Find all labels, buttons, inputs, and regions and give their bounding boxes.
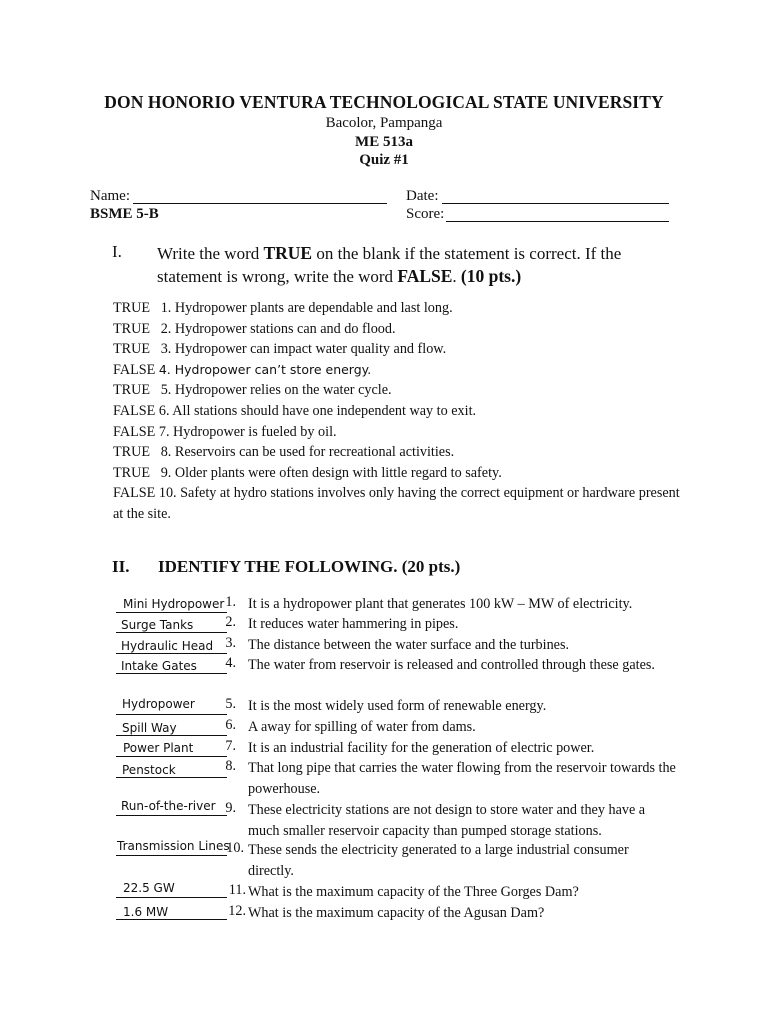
instr-text-c: . (452, 267, 461, 286)
tf-item-5 (113, 380, 683, 401)
id-question-1: It is a hydropower plant that generates 100 kW – MW of electricity. (248, 596, 633, 612)
tf-answer: TRUE (113, 464, 151, 481)
tf-answer: TRUE (113, 382, 151, 399)
id-answer-6: Spill Way (122, 721, 177, 735)
tf-answer: TRUE (113, 300, 151, 316)
id-number: 9. (225, 800, 236, 816)
tf-item-4 (113, 360, 683, 381)
id-question-3: The distance between the water surface and the turbines. (248, 637, 570, 653)
tf-item-8 (113, 442, 683, 463)
tf-item-6 (113, 401, 683, 422)
section-1-instructions (157, 242, 677, 288)
id-question-8: That long pipe that carries the water flowing from the reservoir towards the powerhouse. (248, 760, 676, 797)
answer-blank[interactable] (116, 714, 227, 715)
section-1-points: (10 pts.) (460, 266, 522, 286)
tf-statement: 6. All stations should have one independent way to exit. (158, 403, 477, 419)
answer-blank[interactable] (116, 632, 227, 633)
date-label: Date: (406, 188, 439, 204)
id-number: 2. (225, 614, 236, 630)
answer-blank[interactable] (116, 919, 227, 920)
tf-statement: 10. Safety at hydro stations involves only having the correct equipment or hardware present at the site. (113, 485, 680, 522)
id-question-6: A away for spilling of water from dams. (248, 719, 476, 735)
id-number: 12. (228, 903, 246, 919)
name-label: Name: (90, 188, 130, 204)
id-number: 3. (225, 635, 236, 651)
section-1-numeral: I. (112, 242, 122, 261)
tf-statement: 3. Hydropower can impact water quality and flow. (160, 341, 447, 358)
answer-blank[interactable] (116, 673, 227, 674)
answer-blank[interactable] (116, 777, 227, 778)
quiz-title: Quiz #1 (359, 152, 409, 168)
id-number: 8. (225, 758, 236, 774)
date-blank[interactable] (442, 203, 669, 204)
tf-item-10 (113, 483, 683, 524)
tf-answer: FALSE (113, 485, 156, 502)
tf-answer: FALSE (113, 423, 156, 440)
university-name: DON HONORIO VENTURA TECHNOLOGICAL STATE UNIVERSITY (104, 92, 664, 112)
id-question-9: These electricity stations are not design to store water and they have a much smaller reservoir capacity than pumped storage stations. (248, 802, 646, 839)
id-number: 1. (225, 594, 236, 610)
id-answer-1: Mini Hydropower (123, 597, 225, 611)
tf-statement: 9. Older plants were often design with little regard to safety. (160, 464, 502, 481)
answer-blank[interactable] (116, 612, 227, 613)
id-question-2: It reduces water hammering in pipes. (248, 616, 459, 632)
answer-blank[interactable] (116, 735, 227, 736)
id-question-10: These sends the electricity generated to a large industrial consumer directly. (248, 842, 629, 879)
id-number: 11. (228, 882, 246, 898)
tf-answer: FALSE (113, 361, 156, 378)
tf-statement: 2. Hydropower stations can and do flood. (160, 320, 396, 337)
tf-statement: 4. Hydropower can’t store energy. (158, 361, 372, 377)
tf-statement: 7. Hydropower is fueled by oil. (158, 423, 337, 440)
section-label: BSME 5-B (90, 206, 159, 222)
false-word: FALSE (397, 266, 453, 286)
id-answer-11: 22.5 GW (123, 881, 175, 895)
instr-text-b: on the blank if the statement is correct. If the statement is wrong, write the word (157, 244, 622, 286)
id-number: 5. (225, 696, 236, 712)
score-label: Score: (406, 206, 445, 222)
id-answer-8: Penstock (122, 763, 176, 777)
id-answer-12: 1.6 MW (123, 905, 169, 919)
tf-statement: 5. Hydropower relies on the water cycle. (160, 382, 392, 399)
id-answer-7: Power Plant (123, 741, 194, 755)
id-question-12: What is the maximum capacity of the Agusan Dam? (248, 905, 545, 921)
tf-item-9 (113, 463, 683, 484)
id-question-7: It is an industrial facility for the generation of electric power. (248, 740, 595, 756)
section-2-title: IDENTIFY THE FOLLOWING. (20 pts.) (158, 557, 461, 576)
true-word: TRUE (263, 243, 313, 263)
answer-blank[interactable] (116, 855, 227, 856)
score-blank[interactable] (446, 221, 669, 222)
answer-blank[interactable] (116, 653, 227, 654)
answer-blank[interactable] (116, 897, 227, 898)
university-location: Bacolor, Pampanga (325, 115, 443, 131)
name-blank[interactable] (133, 203, 387, 204)
id-answer-5: Hydropower (122, 697, 195, 711)
tf-answer: TRUE (113, 341, 151, 358)
id-question-4: The water from reservoir is released and controlled through these gates. (248, 657, 655, 673)
tf-item-1 (113, 298, 683, 319)
tf-statement: 1. Hydropower plants are dependable and last long. (160, 300, 453, 316)
id-answer-4: Intake Gates (121, 659, 197, 673)
course-code: ME 513a (355, 134, 413, 150)
id-answer-10: Transmission Lines (117, 839, 230, 853)
id-answer-3: Hydraulic Head (121, 639, 214, 653)
tf-answer: TRUE (113, 320, 151, 337)
id-question-5: It is the most widely used form of renewable energy. (248, 698, 547, 714)
answer-blank[interactable] (116, 756, 227, 757)
section-2-numeral: II. (112, 557, 130, 576)
id-number: 4. (225, 655, 236, 671)
tf-answer: FALSE (113, 403, 156, 419)
tf-statement: 8. Reservoirs can be used for recreational activities. (160, 444, 455, 461)
id-answer-2: Surge Tanks (121, 618, 194, 632)
tf-item-3 (113, 339, 683, 360)
id-answer-9: Run-of-the-river (121, 799, 216, 813)
tf-item-7 (113, 422, 683, 443)
tf-item-2 (113, 319, 683, 340)
instr-text-a: Write the word (157, 244, 264, 263)
id-number: 10. (226, 840, 244, 856)
id-question-11: What is the maximum capacity of the Three Gorges Dam? (248, 884, 579, 900)
tf-answer: TRUE (113, 444, 151, 461)
id-number: 6. (225, 717, 236, 733)
id-number: 7. (225, 738, 236, 754)
